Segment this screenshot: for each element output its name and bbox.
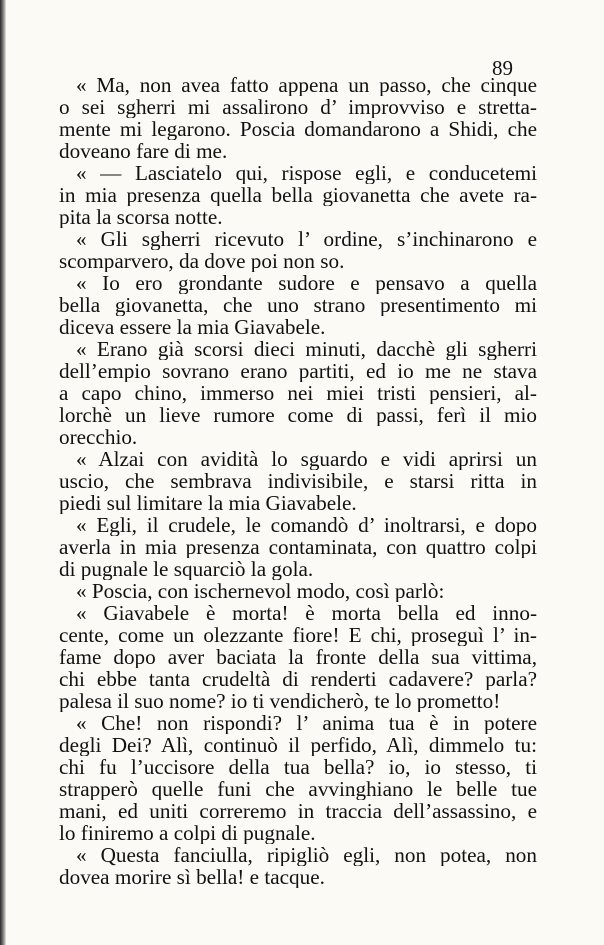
- text-line: degli Dei? Alì, continuò il perfido, Alì, dimmelo tu:: [59, 734, 537, 756]
- text-line: « Che! non rispondi? l’ anima tua è in potere: [76, 712, 537, 734]
- text-line: dell’empio sovrano erano partiti, ed io me ne stava: [59, 360, 537, 382]
- text-line: « Ma, non avea fatto appena un passo, che cinque: [76, 74, 537, 96]
- text-line: fame dopo aver baciata la fronte della sua vittima,: [59, 646, 537, 668]
- text-line: lo finiremo a colpi di pugnale.: [59, 822, 316, 844]
- paragraph: [59, 448, 537, 514]
- text-line: dovea morire sì bella! e tacque.: [59, 866, 325, 888]
- text-line: « Egli, il crudele, le comandò d’ inoltrarsi, e dopo: [76, 514, 537, 536]
- text-line: « Giavabele è morta! è morta bella ed inno-: [76, 602, 537, 624]
- text-line: « Poscia, con ischernevol modo, così parlò:: [76, 580, 445, 602]
- text-line: bella giovanetta, che uno strano presentimento mi: [59, 294, 537, 316]
- text-line: « — Lasciatelo qui, rispose egli, e conducetemi: [76, 162, 537, 184]
- text-line: chi ebbe tanta crudeltà di renderti cadavere? parla?: [59, 668, 537, 690]
- paragraph: [59, 514, 537, 580]
- text-line: doveano fare di me.: [59, 140, 228, 162]
- paragraph: [59, 580, 537, 602]
- text-line: di pugnale le squarciò la gola.: [59, 558, 314, 580]
- paragraph: [59, 228, 537, 272]
- text-line: pita la scorsa notte.: [59, 206, 223, 228]
- text-line: scomparvero, da dove poi non so.: [59, 250, 345, 272]
- text-line: « Io ero grondante sudore e pensavo a quella: [76, 272, 537, 294]
- text-line: chi fu l’uccisore della tua bella? io, io stesso, ti: [59, 756, 537, 778]
- text-line: averla in mia presenza contaminata, con quattro colpi: [59, 536, 537, 558]
- text-line: « Questa fanciulla, ripigliò egli, non potea, non: [76, 844, 537, 866]
- text-line: palesa il suo nome? io ti vendicherò, te lo prometto!: [59, 690, 501, 712]
- page-number: 89: [492, 56, 513, 80]
- text-line: diceva essere la mia Giavabele.: [59, 316, 326, 338]
- text-line: « Erano già scorsi dieci minuti, dacchè gli sgherri: [76, 338, 537, 360]
- text-line: piedi sul limitare la mia Giavabele.: [59, 492, 357, 514]
- text-line: mani, ed uniti correremo in traccia dell’assassino, e: [59, 800, 537, 822]
- text-line: a capo chino, immerso nei miei tristi pensieri, al-: [59, 382, 537, 404]
- text-line: o sei sgherri mi assalirono d’ improvviso e stretta-: [59, 96, 537, 118]
- paragraph: [59, 844, 537, 888]
- paragraph: [59, 272, 537, 338]
- page-binding-edge: [0, 0, 6, 945]
- paragraph: [59, 162, 537, 228]
- text-line: cente, come un olezzante fiore! E chi, proseguì l’ in-: [59, 624, 537, 646]
- paragraph: [59, 338, 537, 448]
- text-line: « Gli sgherri ricevuto l’ ordine, s’inchinarono e: [76, 228, 537, 250]
- paragraph: [59, 602, 537, 712]
- text-line: in mia presenza quella bella giovanetta che avete ra-: [59, 184, 537, 206]
- text-line: uscio, che sembrava indivisibile, e starsi ritta in: [59, 470, 537, 492]
- paragraph: [59, 74, 537, 162]
- page-body-text: [59, 74, 537, 888]
- text-line: lorchè un lieve rumore come di passi, ferì il mio: [59, 404, 537, 426]
- text-line: strapperò quelle funi che avvinghiano le belle tue: [59, 778, 537, 800]
- text-line: orecchio.: [59, 426, 138, 448]
- text-line: « Alzai con avidità lo sguardo e vidi aprirsi un: [76, 448, 537, 470]
- paragraph: [59, 712, 537, 844]
- text-line: mente mi legarono. Poscia domandarono a Shidi, che: [59, 118, 537, 140]
